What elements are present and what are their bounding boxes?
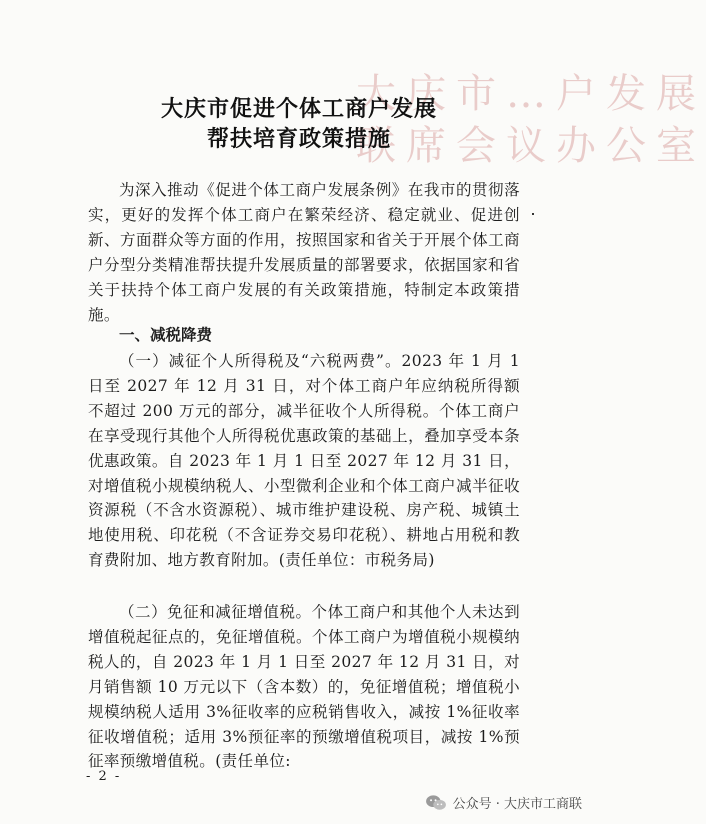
footer-account-label: 公众号 · 大庆市工商联 bbox=[452, 797, 582, 812]
section-heading: 一、减税降费 bbox=[119, 325, 213, 344]
intro-paragraph: 为深入推动《促进个体工商户发展条例》在我市的贯彻落实，更好的发挥个体工商户在繁荣经济、稳定就业、促进创新、方面群众等方面的作用，按照国家和省关于开展个体工商户分型分类精准帮扶提升发展质量的部署要求，依据国家和省关于扶持个体工商户发展的有关政策措施，特制定本政策措施。 bbox=[88, 181, 520, 324]
bleed-line-1: 大庆市…户发展 bbox=[356, 71, 706, 117]
page-number: - 2 - bbox=[86, 769, 122, 784]
wechat-footer bbox=[425, 793, 582, 812]
item-1-paragraph: （一）减征个人所得税及“六税两费”。2023 年 1 月 1 日至 2027 年 12 月 31 日，对个体工商户年应纳税所得额不超过 200 万元的部分，减半征收个人所得税。个体工商户在享受现行其他个人所得税优惠政策的基础上，叠加享受本条优惠政策。自 2023 年 1 月 1 日至 2027 年 12 月 31 日，对增值税小规模纳税人、小型微利企业和个体工商户减半征收资源税（不含水资源税）、城市维护建设税、房产税、城镇土地使用税、印花税（不含证券交易印花税）、耕地占用税和教育费附加、地方教育附加。(责任单位：市税务局) bbox=[88, 352, 520, 570]
bleed-line-2: 联席会议办公室 bbox=[356, 123, 706, 169]
stray-dot bbox=[532, 213, 534, 215]
doc-title-line-1: 大庆市促进个体工商户发展 bbox=[160, 96, 437, 122]
wechat-icon bbox=[425, 794, 447, 812]
item-2-paragraph: （二）免征和减征增值税。个体工商户和其他个人未达到增值税起征点的，免征增值税。个体工商户为增值税小规模纳税人的，自 2023 年 1 月 1 日至 2027 年 12 月 31 日，对月销售额 10 万元以下（含本数）的，免征增值税；增值税小规模纳税人适用 3%征收率的应税销售收入，减按 1%征收率征收增值税；适用 3%预征率的预缴增值税项目，减按 1%预征率预缴增值税。(责任单位: bbox=[88, 603, 520, 771]
doc-title-line-2: 帮扶培育政策措施 bbox=[206, 126, 391, 152]
